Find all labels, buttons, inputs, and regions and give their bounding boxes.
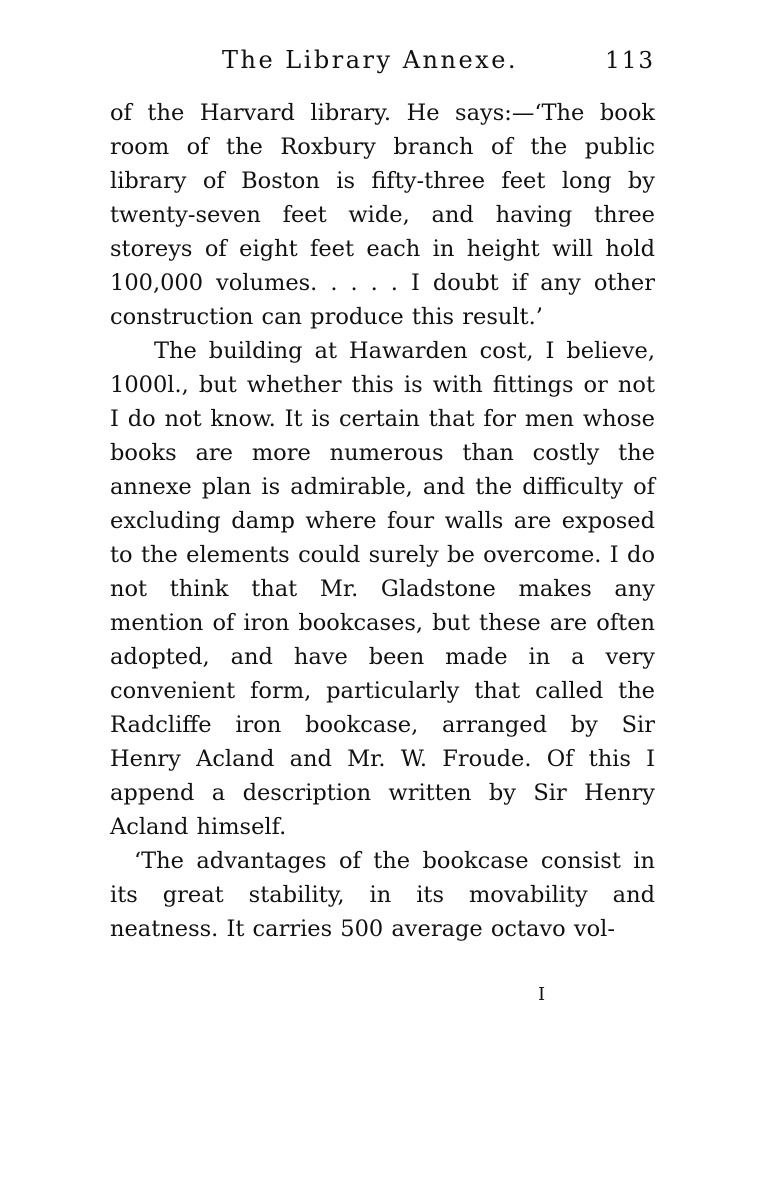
page-number: 113 [605, 48, 655, 74]
paragraph-hawarden-building: The building at Hawarden cost, I believe, 1000l., but whether this is with fittings or not I do not know. It is certain that for men whose books are more numerous than costly the annexe plan is admirable, and the difficulty of excluding damp where four walls are exposed to the elements could surely be overcome. I do not think that Mr. Gladstone makes any mention of iron bookcases, but these are often adopted, and have been made in a very convenient form, particularly that called the Radcliffe iron bookcase, arranged by Sir Henry Acland and Mr. W. Froude. Of this I append a description written by Sir Henry Acland himself. [110, 338, 655, 840]
paragraph-harvard-quote: of the Harvard library. He says:—‘The book room of the Roxbury branch of the public library of Boston is fifty-three feet long by twenty-seven feet wide, and having three storeys of eight feet each in height will hold 100,000 volumes. . . . . I doubt if any other construction can produce this result.’ [110, 100, 655, 330]
body-text [110, 96, 655, 946]
running-title: The Library Annexe. [222, 46, 519, 74]
paragraph-bookcase-advantages: ‘The advantages of the bookcase consist in its great stability, in its movability and neatness. It carries 500 average octavo vol- [110, 848, 655, 942]
page-header [110, 46, 655, 86]
signature-mark: I [538, 984, 547, 1005]
